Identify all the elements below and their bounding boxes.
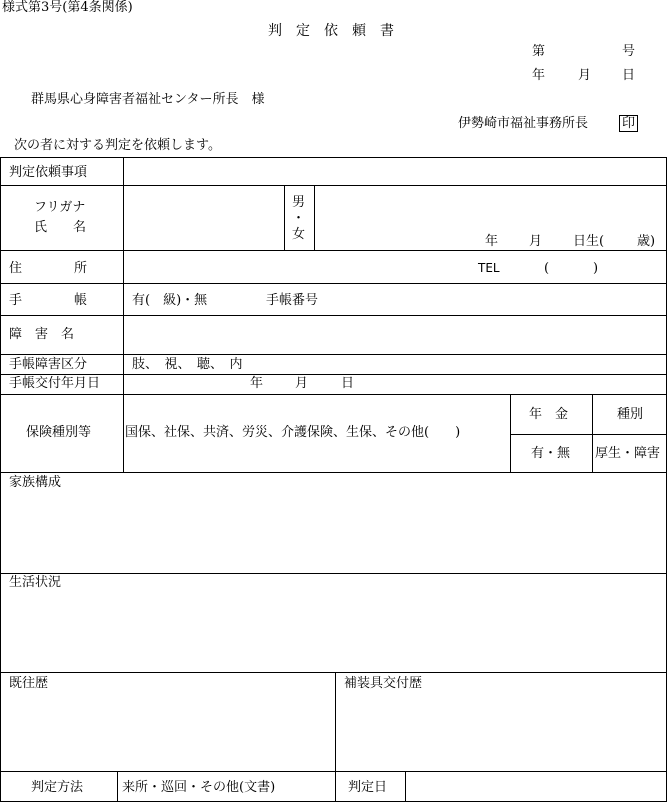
document-title: 判 定 依 頼 書 [268, 23, 394, 39]
row-divider [1, 573, 666, 574]
family-label: 家族構成 [9, 475, 62, 490]
techo-number-label: 手帳番号 [266, 293, 319, 308]
row-divider [1, 283, 666, 284]
row-divider [1, 315, 666, 316]
judgment-date-label: 判定日 [348, 780, 388, 795]
addressee: 群馬県心身障害者福祉センター所長 様 [31, 92, 265, 107]
birth-month-label: 月 [529, 234, 543, 249]
birth-year-label: 年 [485, 234, 499, 249]
techo-label: 手 帳 [9, 293, 88, 308]
techo-category-label: 手帳障害区分 [9, 357, 88, 372]
techo-value: 有( 級)・無 [132, 293, 208, 308]
request-form-table [0, 157, 667, 802]
birth-day-label: 日生( [573, 234, 605, 249]
pension-column-left [510, 394, 511, 472]
insurance-options: 国保、社保、共済、労災、介護保険、生保、その他( ) [125, 425, 461, 440]
seal-mark: 印 [619, 115, 638, 132]
row-divider [1, 354, 666, 355]
row-divider [1, 472, 666, 473]
method-column-divider [117, 771, 118, 802]
intro-text: 次の者に対する判定を依頼します。 [14, 138, 221, 153]
sex-female: 女 [292, 227, 306, 242]
tel-paren-open: ( [544, 261, 550, 276]
date-column-divider [405, 771, 406, 802]
tel-paren-close: ) [593, 261, 599, 276]
name-label: 氏 名 [34, 220, 87, 235]
age-label: 歳) [637, 234, 656, 249]
sender: 伊勢崎市福祉事務所長 [458, 116, 589, 131]
request-item-label: 判定依頼事項 [9, 165, 88, 180]
address-label: 住 所 [9, 261, 88, 276]
sex-column-right [314, 185, 315, 250]
insurance-label: 保険種別等 [26, 425, 92, 440]
date-day-label: 日 [622, 68, 636, 83]
pension-label: 年 金 [529, 407, 569, 422]
row-divider [1, 394, 666, 395]
techo-date-month: 月 [295, 376, 309, 391]
row-divider [1, 672, 666, 673]
pension-value: 有・無 [531, 446, 571, 461]
form-number: 様式第3号(第4条関係) [2, 0, 133, 15]
row-divider [1, 185, 666, 186]
equipment-label: 補装具交付歴 [344, 676, 423, 691]
living-label: 生活状況 [9, 575, 62, 590]
sex-column-left [284, 185, 285, 250]
number-label-go: 号 [622, 44, 636, 59]
history-label: 既往歴 [9, 676, 49, 691]
date-year-label: 年 [532, 68, 546, 83]
techo-date-label: 手帳交付年月日 [9, 376, 101, 391]
sex-male: 男 [292, 195, 306, 210]
techo-date-day: 日 [341, 376, 355, 391]
method-options: 来所・巡回・その他(文書) [122, 780, 276, 795]
tel-label: TEL [478, 261, 500, 275]
furigana-label: フリガナ [34, 200, 86, 215]
techo-category-value: 肢、 視、 聴、 内 [132, 357, 243, 372]
method-label: 判定方法 [31, 780, 84, 795]
sex-separator: ・ [292, 211, 306, 226]
disability-label: 障 害 名 [9, 327, 75, 342]
row-divider [1, 250, 666, 251]
number-label-dai: 第 [532, 44, 546, 59]
pension-divider [510, 434, 666, 435]
pension-type-value: 厚生・障害 [595, 446, 661, 461]
date-month-label: 月 [578, 68, 592, 83]
label-column-divider [123, 158, 124, 472]
row-divider [1, 771, 666, 772]
techo-date-year: 年 [250, 376, 264, 391]
history-column-divider [335, 672, 336, 802]
row-divider [1, 374, 666, 375]
pension-type-label: 種別 [617, 407, 644, 422]
pension-column-right [592, 394, 593, 472]
